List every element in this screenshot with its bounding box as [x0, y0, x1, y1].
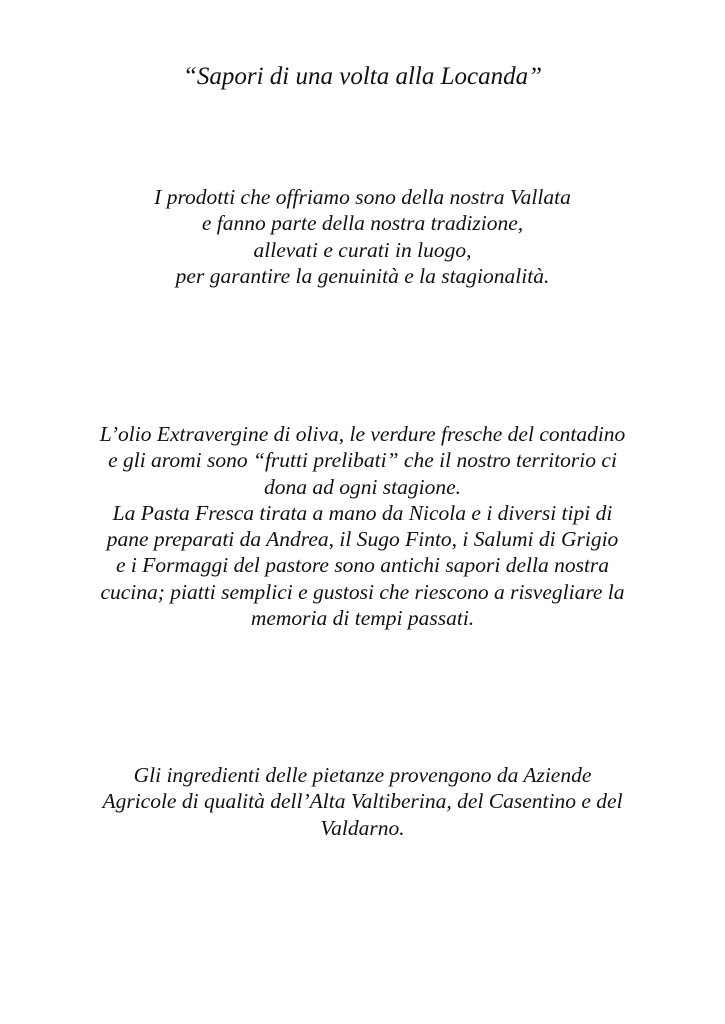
products-line: La Pasta Fresca tirata a mano da Nicola e i diversi tipi di [112, 500, 613, 525]
products-line: e gli aromi sono “frutti prelibati” che il nostro territorio ci [108, 448, 617, 473]
products-paragraph [40, 421, 685, 631]
intro-line: per garantire la genuinità e la stagionalità. [175, 263, 550, 288]
products-line: cucina; piatti semplici e gustosi che riescono a risvegliare la [100, 579, 625, 604]
products-line: L’olio Extravergine di oliva, le verdure fresche del contadino [99, 422, 626, 446]
products-line: e i Formaggi del pastore sono antichi sapori della nostra [115, 553, 610, 578]
products-line: dona ad ogni stagione. [263, 474, 462, 499]
intro-line: I prodotti che offriamo sono della nostra Vallata [154, 185, 571, 209]
origin-line: Agricole di qualità dell’Alta Valtiberina, del Casentino e del [102, 789, 623, 814]
ingredients-origin-paragraph [40, 762, 685, 841]
origin-line: Valdarno. [320, 815, 405, 840]
intro-line: allevati e curati in luogo, [253, 237, 472, 262]
products-line: memoria di tempi passati. [250, 606, 475, 631]
page-title: “Sapori di una volta alla Locanda” [182, 63, 543, 90]
intro-paragraph [40, 184, 685, 289]
intro-line: e fanno parte della nostra tradizione, [201, 211, 524, 236]
products-line: pane preparati da Andrea, il Sugo Finto, i Salumi di Grigio [106, 527, 619, 552]
origin-line: Gli ingredienti delle pietanze provengono da Aziende [133, 763, 592, 787]
